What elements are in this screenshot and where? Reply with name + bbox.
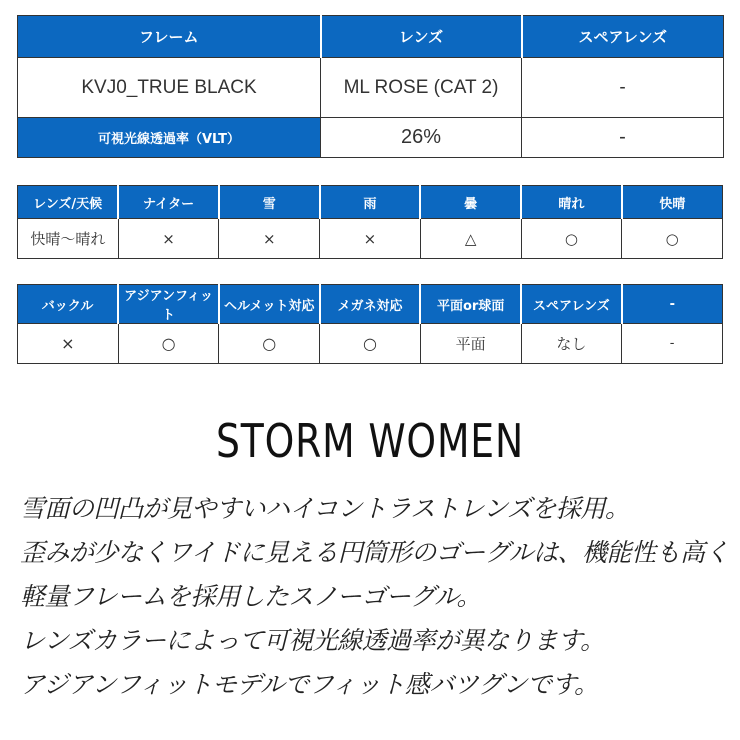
weather-header-cloudy: 曇 [420,186,521,219]
weather-header-snow: 雪 [219,186,320,219]
vlt-spare-value: - [522,118,724,158]
feature-empty-value: - [622,324,723,364]
feature-asian-fit-value: ○ [118,324,219,364]
spec-value-row [18,58,724,118]
weather-night-value: × [118,219,219,259]
weather-header-lens: レンズ/天候 [18,186,119,219]
lens-header: レンズ [321,16,522,58]
feature-header-helmet: ヘルメット対応 [219,285,320,324]
weather-header-sunny: 晴れ [521,186,622,219]
feature-header-lens-shape: 平面or球面 [420,285,521,324]
weather-value-row [18,219,723,259]
spare-lens-value: - [522,58,724,118]
spare-lens-header: スペアレンズ [522,16,724,58]
feature-buckle-value: × [18,324,119,364]
feature-table [17,284,723,364]
vlt-label: 可視光線透過率（VLT） [18,118,321,158]
feature-header-empty: - [622,285,723,324]
weather-header-rain: 雨 [320,186,421,219]
feature-glasses-value: ○ [320,324,421,364]
vlt-value: 26% [321,118,522,158]
weather-header-clear: 快晴 [622,186,723,219]
feature-header-glasses: メガネ対応 [320,285,421,324]
description-line: アジアンフィットモデルでフィット感バツグンです。 [20,670,599,699]
feature-header-buckle: バックル [18,285,119,324]
product-description [20,487,735,707]
vlt-row [18,118,724,158]
weather-cloudy-value: △ [420,219,521,259]
feature-header-row [18,285,723,324]
lens-value: ML ROSE (CAT 2) [321,58,522,118]
weather-snow-value: × [219,219,320,259]
weather-clear-value: ○ [622,219,723,259]
weather-header-night: ナイター [118,186,219,219]
feature-spare-lens-value: なし [521,324,622,364]
spec-table [17,15,724,158]
frame-value: KVJ0_TRUE BLACK [18,58,321,118]
weather-sunny-value: ○ [521,219,622,259]
description-line: 雪面の凹凸が見やすいハイコントラストレンズを採用。 [20,494,630,523]
product-title: STORM WOMEN [215,414,525,468]
weather-lens-value: 快晴～晴れ [18,219,119,259]
description-line: レンズカラーによって可視光線透過率が異なります。 [20,626,605,655]
feature-header-asian-fit: アジアンフィット [118,285,219,324]
weather-rain-value: × [320,219,421,259]
feature-helmet-value: ○ [219,324,320,364]
description-line: 歪みが少なくワイドに見える円筒形のゴーグルは、機能性も高く [20,538,730,567]
weather-header-row [18,186,723,219]
spec-header-row [18,16,724,58]
feature-header-spare-lens: スペアレンズ [521,285,622,324]
frame-header: フレーム [18,16,321,58]
feature-value-row [18,324,723,364]
weather-table [17,185,723,259]
feature-lens-shape-value: 平面 [420,324,521,364]
description-line: 軽量フレームを採用したスノーゴーグル。 [20,582,482,611]
